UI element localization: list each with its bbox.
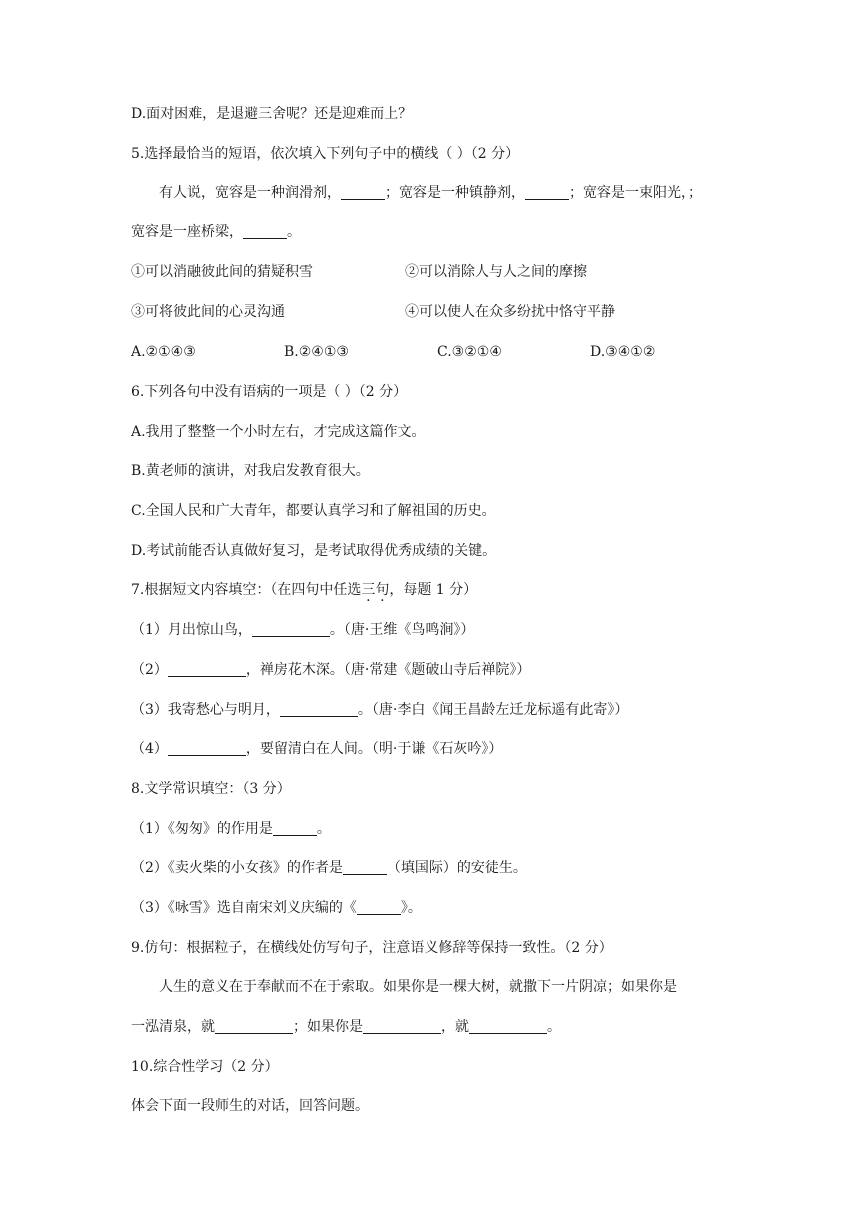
- q5-option-c: C.③②①④: [437, 344, 502, 360]
- q10-stem: 10.综合性学习（2 分）: [131, 1059, 279, 1075]
- q8-item-3: [131, 898, 422, 918]
- answer-blank[interactable]: [357, 898, 401, 915]
- q6-option-a: A.我用了整整一个小时左右，才完成这篇作文。: [131, 424, 426, 440]
- q7-item-4: [131, 739, 502, 759]
- q9-paragraph-line2: [131, 1017, 561, 1037]
- q8-stem: 8.文学常识填空：（3 分）: [131, 781, 291, 797]
- q8-item-text: （2）《卖火柴的小女孩》的作者是: [131, 860, 343, 876]
- q9-paragraph-text: 一泓清泉，就: [131, 1019, 215, 1035]
- answer-blank[interactable]: [168, 739, 246, 756]
- q7-emphasis-char: 三: [361, 582, 376, 598]
- q7-item-text: （2）: [131, 662, 168, 678]
- q8-item-2: [131, 858, 527, 878]
- q7-emphasis-char: 句: [375, 582, 390, 598]
- q10-intro: 体会下面一段师生的对话，回答问题。: [131, 1098, 369, 1114]
- answer-blank[interactable]: [343, 858, 387, 875]
- q9-stem: 9.仿句：根据粒子，在横线处仿写句子，注意语义修辞等保持一致性。（2 分）: [131, 940, 613, 956]
- answer-blank[interactable]: [341, 183, 385, 200]
- q5-sentence-text: 宽容是一座桥梁，: [131, 224, 243, 240]
- q6-stem: 6.下列各句中没有语病的一项是（ ）（2 分）: [131, 384, 408, 400]
- q8-item-text: 。: [316, 821, 331, 837]
- q5-phrase-1: ①可以消融彼此间的猜疑积雪: [131, 264, 313, 280]
- q5-option-d: D.③④①②: [590, 344, 656, 360]
- q5-sentence-text: 。: [287, 224, 301, 240]
- answer-blank[interactable]: [525, 183, 569, 200]
- answer-blank[interactable]: [273, 819, 317, 836]
- q6-option-c: C.全国人民和广大青年，都要认真学习和了解祖国的历史。: [131, 503, 496, 519]
- q7-item-1: [131, 620, 474, 640]
- answer-blank[interactable]: [280, 700, 358, 717]
- q5-sentence-line2: [131, 222, 301, 242]
- q9-paragraph-text: ，就: [441, 1019, 469, 1035]
- q7-stem-text: 7.根据短文内容填空：（在四句中任选: [131, 582, 362, 598]
- answer-blank[interactable]: [243, 222, 287, 239]
- q5-phrase-4: ④可以使人在众多纷扰中恪守平静: [405, 304, 615, 320]
- q8-item-text: （3）《咏雪》选自南宋刘义庆编的《: [131, 900, 357, 916]
- q5-sentence-text: 有人说，宽容是一种润滑剂，: [159, 185, 341, 201]
- q6-option-b: B.黄老师的演讲，对我启发教育很大。: [131, 463, 370, 479]
- answer-blank[interactable]: [363, 1017, 441, 1034]
- q7-item-text: （4）: [131, 741, 168, 757]
- q5-option-a: A.②①④③: [131, 344, 196, 360]
- q5-sentence-text: ；宽容是一束阳光，；: [569, 185, 702, 201]
- q7-item-2: [131, 660, 530, 680]
- answer-blank[interactable]: [469, 1017, 547, 1034]
- q9-paragraph-text: 。: [547, 1019, 561, 1035]
- q5-phrase-3: ③可将彼此间的心灵沟通: [131, 304, 285, 320]
- q8-item-text: （填国际）的安徒生。: [386, 860, 527, 876]
- q8-item-text: 》。: [400, 900, 422, 916]
- q7-item-text: ，禅房花木深。（唐·常建《题破山寺后禅院》）: [245, 662, 531, 678]
- q5-sentence-line1: [159, 183, 702, 203]
- answer-blank[interactable]: [168, 660, 246, 677]
- q5-phrase-2: ②可以消除人与人之间的摩擦: [405, 264, 587, 280]
- q7-item-text: 。（唐·李白《闻王昌龄左迁龙标遥有此寄》）: [357, 702, 629, 718]
- q7-item-text: （1）月出惊山鸟，: [131, 622, 252, 638]
- q8-item-text: （1）《匆匆》的作用是: [131, 821, 273, 837]
- q7-item-text: ，要留清白在人间。（明·于谦《石灰吟》）: [245, 741, 503, 757]
- q9-paragraph-line1: 人生的意义在于奉献而不在于索取。如果你是一棵大树，就撒下一片阴凉；如果你是: [159, 979, 677, 995]
- q6-option-d: D.考试前能否认真做好复习，是考试取得优秀成绩的关键。: [131, 543, 497, 559]
- q5-option-b: B.②④①③: [284, 344, 349, 360]
- answer-blank[interactable]: [252, 620, 330, 637]
- q7-item-text: 。（唐·王维《鸟鸣涧》）: [329, 622, 475, 638]
- q7-stem-text: ，每题 1 分）: [389, 582, 478, 598]
- q7-stem: [131, 580, 477, 600]
- q9-paragraph-text: ；如果你是: [293, 1019, 363, 1035]
- q8-item-1: [131, 819, 331, 839]
- q4-option-d: D.面对困难，是退避三舍呢？还是迎难而上？: [131, 106, 413, 122]
- q7-item-3: [131, 700, 628, 720]
- q5-sentence-text: ；宽容是一种镇静剂，: [385, 185, 525, 201]
- answer-blank[interactable]: [215, 1017, 293, 1034]
- q5-stem: 5.选择最恰当的短语，依次填入下列句子中的横线（ ）（2 分）: [131, 146, 520, 162]
- q7-item-text: （3）我寄愁心与明月，: [131, 702, 280, 718]
